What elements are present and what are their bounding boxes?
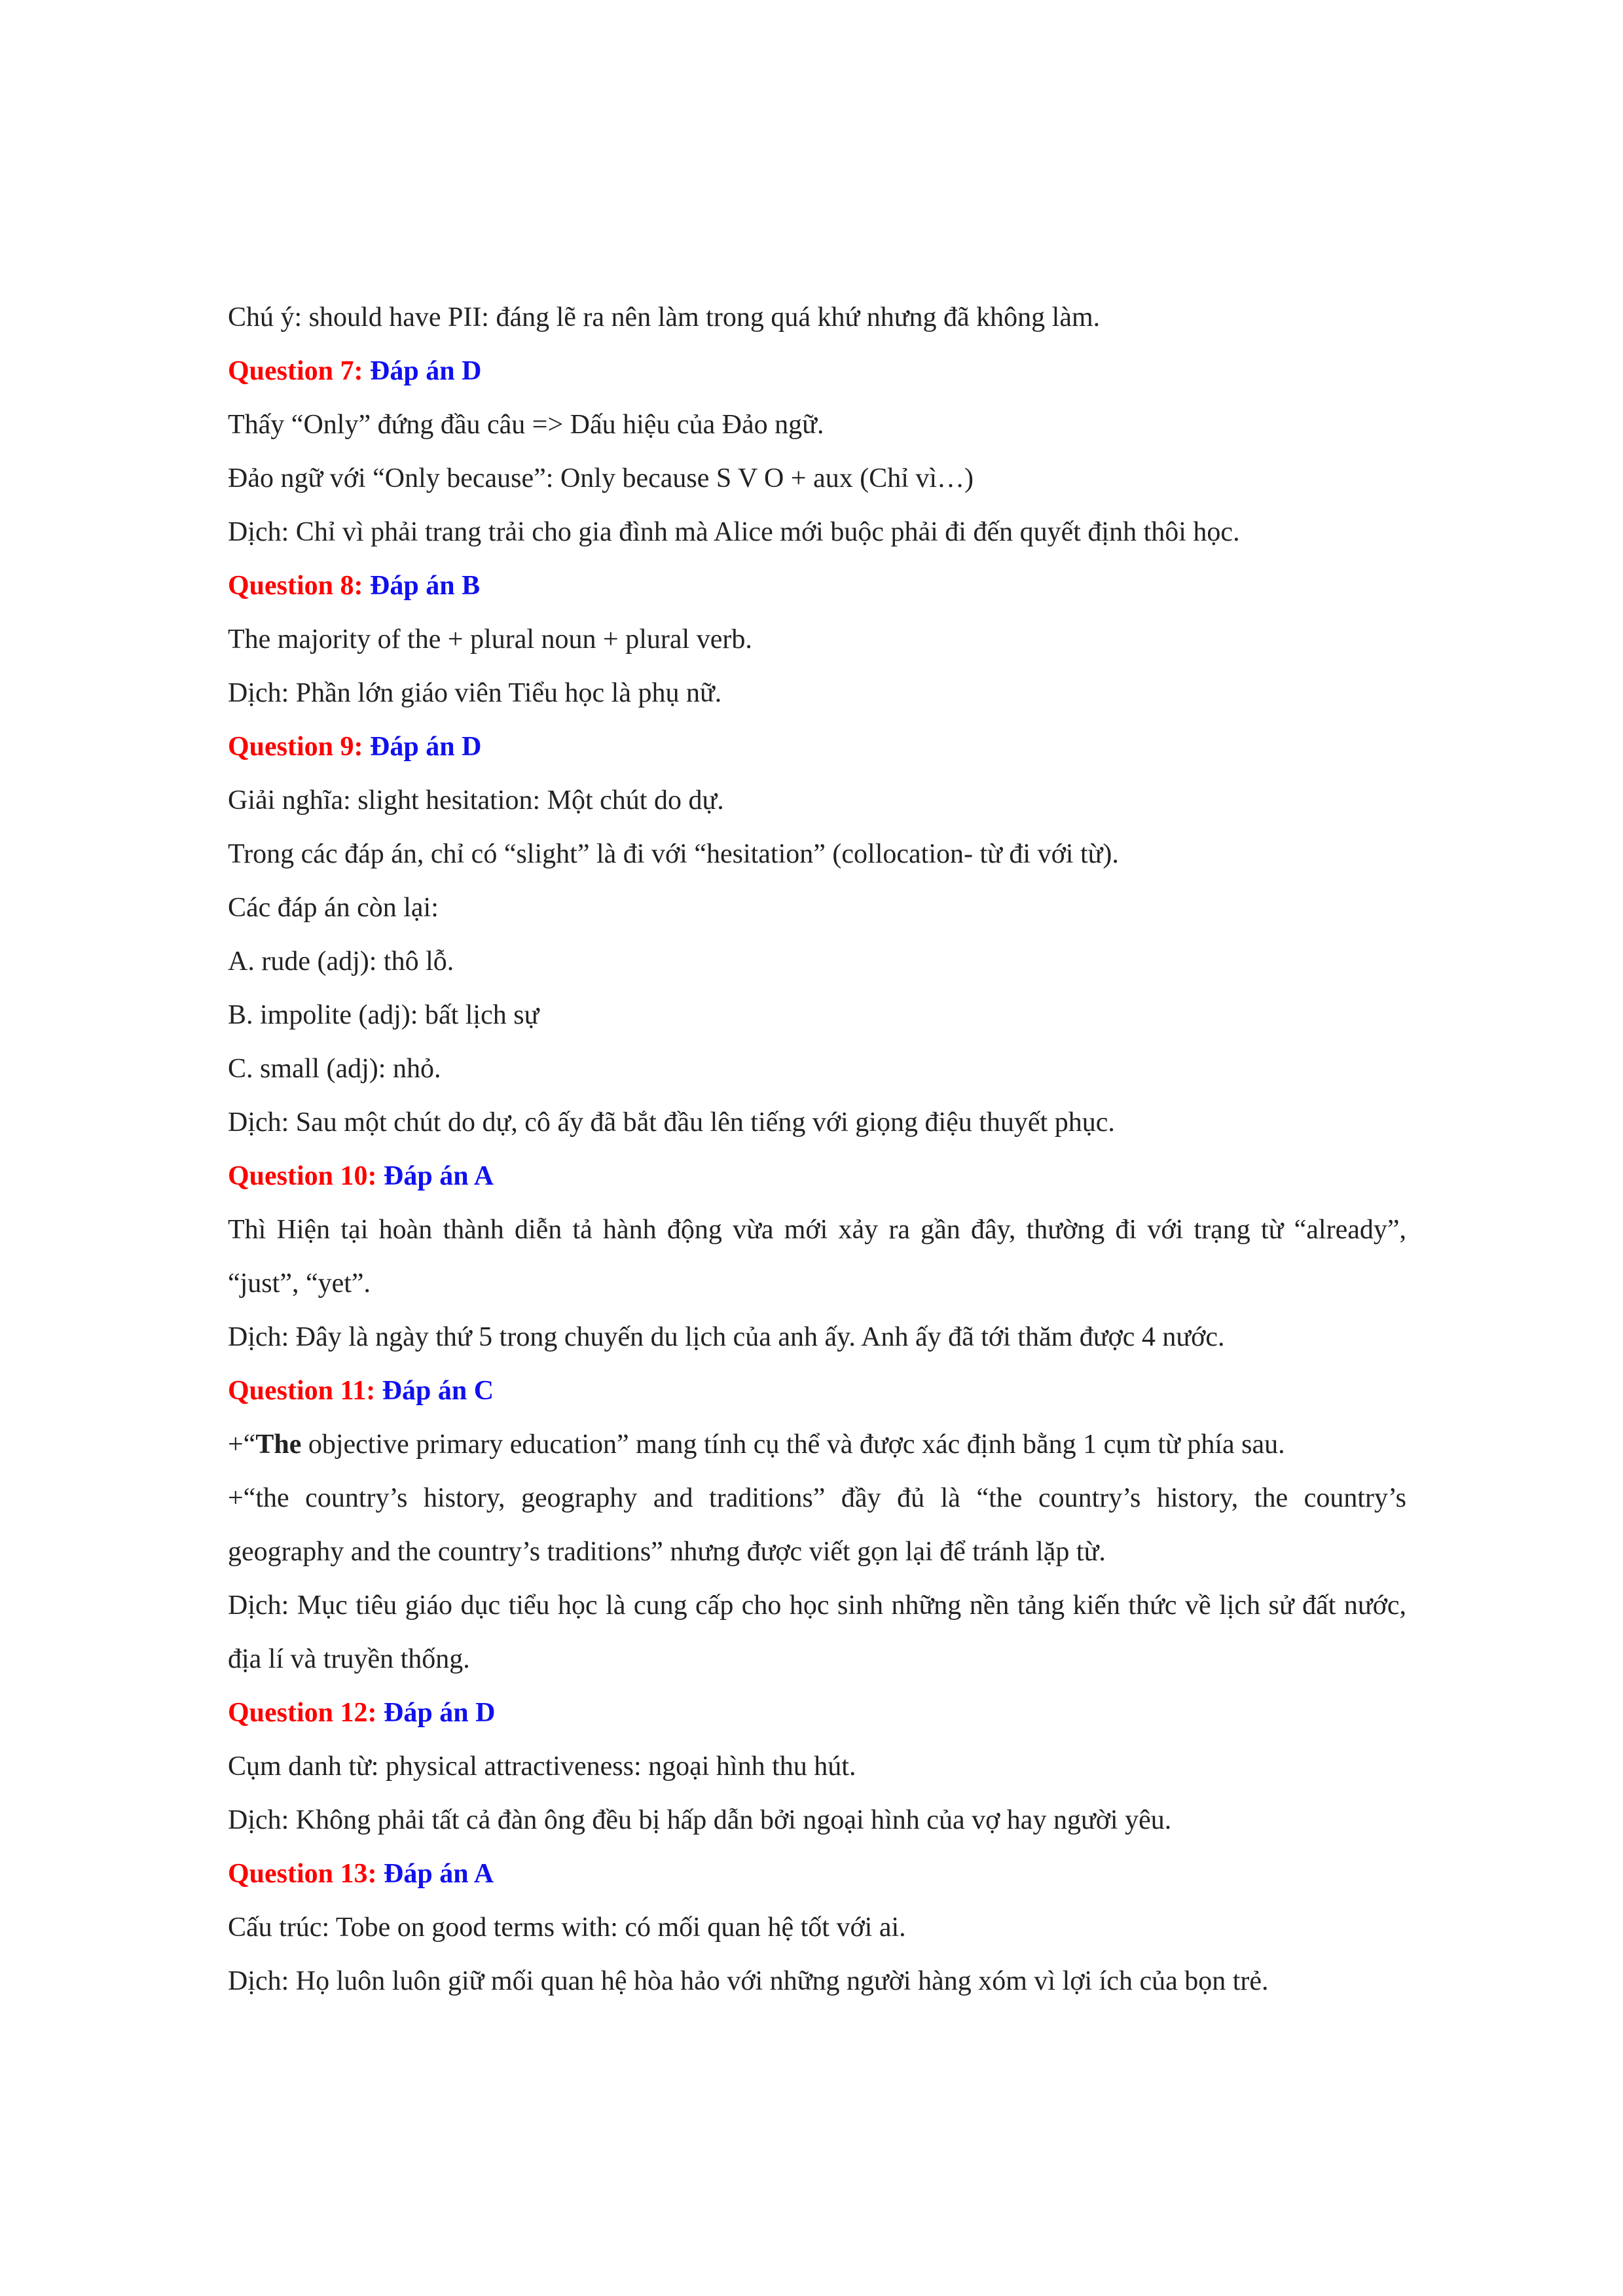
explanation-line: Cụm danh từ: physical attractiveness: ngoại hình thu hút. <box>228 1751 856 1782</box>
answer-label: Đáp án A <box>384 1161 494 1191</box>
translation-line: Dịch: Sau một chút do dự, cô ấy đã bắt đầu lên tiếng với giọng điệu thuyết phục. <box>228 1107 1115 1138</box>
translation-line: Dịch: Họ luôn luôn giữ mối quan hệ hòa hảo với những người hàng xóm vì lợi ích của bọn trẻ. <box>228 1966 1269 1996</box>
explanation-rest: objective primary education” mang tính cụ thể và được xác định bằng 1 cụm từ phía sau. <box>301 1429 1285 1460</box>
question-label: Question 10: <box>228 1161 384 1191</box>
explanation-prefix: +“ <box>228 1429 256 1460</box>
question-label: Question 13: <box>228 1859 384 1889</box>
note-line: Chú ý: should have PII: đáng lẽ ra nên làm trong quá khứ nhưng đã không làm. <box>228 302 1101 332</box>
question-13-heading <box>228 1847 1406 1901</box>
question-label: Question 12: <box>228 1698 384 1728</box>
translation-paragraph: Dịch: Mục tiêu giáo dục tiểu học là cung cấp cho học sinh những nền tảng kiến thức về lịch sử đất nước, địa lí và truyền thống. <box>228 1590 1406 1674</box>
question-8-heading <box>228 559 1406 613</box>
question-7-heading <box>228 344 1406 398</box>
question-label: Question 8: <box>228 571 371 601</box>
option-line: C. small (adj): nhỏ. <box>228 1054 441 1084</box>
translation-line: Dịch: Chỉ vì phải trang trải cho gia đình mà Alice mới buộc phải đi đến quyết định thôi học. <box>228 517 1240 547</box>
explanation-line: Đảo ngữ với “Only because”: Only because S V O + aux (Chỉ vì…) <box>228 463 974 493</box>
explanation-line: Cấu trúc: Tobe on good terms with: có mối quan hệ tốt với ai. <box>228 1912 906 1943</box>
translation-line: Dịch: Đây là ngày thứ 5 trong chuyến du lịch của anh ấy. Anh ấy đã tới thăm được 4 nước. <box>228 1322 1225 1352</box>
answer-label: Đáp án B <box>370 571 481 601</box>
explanation-line: Thấy “Only” đứng đầu câu => Dấu hiệu của Đảo ngữ. <box>228 410 824 440</box>
option-line: B. impolite (adj): bất lịch sự <box>228 1000 539 1030</box>
question-label: Question 9: <box>228 732 371 762</box>
explanation-line: The majority of the + plural noun + plural verb. <box>228 624 752 655</box>
explanation-line: Trong các đáp án, chỉ có “slight” là đi với “hesitation” (collocation- từ đi với từ). <box>228 839 1119 869</box>
option-line: A. rude (adj): thô lỗ. <box>228 946 454 977</box>
answer-label: Đáp án A <box>384 1859 494 1889</box>
explanation-paragraph: +“the country’s history, geography and traditions” đầy đủ là “the country’s history, the country’s geography and the country’s traditions” nhưng được viết gọn lại để tránh lặp từ. <box>228 1483 1406 1567</box>
translation-line: Dịch: Không phải tất cả đàn ông đều bị hấp dẫn bởi ngoại hình của vợ hay người yêu. <box>228 1805 1172 1835</box>
question-10-heading <box>228 1149 1406 1203</box>
question-11-heading <box>228 1364 1406 1418</box>
translation-line: Dịch: Phần lớn giáo viên Tiểu học là phụ nữ. <box>228 678 722 708</box>
question-label: Question 7: <box>228 356 371 386</box>
explanation-line: Giải nghĩa: slight hesitation: Một chút do dự. <box>228 785 724 816</box>
question-9-heading <box>228 720 1406 774</box>
explanation-line: Các đáp án còn lại: <box>228 893 439 923</box>
question-12-heading <box>228 1686 1406 1740</box>
answer-label: Đáp án D <box>370 732 482 762</box>
document-body <box>228 291 1406 2008</box>
explanation-paragraph: Thì Hiện tại hoàn thành diễn tả hành động vừa mới xảy ra gần đây, thường đi với trạng từ “already”, “just”, “yet”. <box>228 1215 1406 1299</box>
answer-label: Đáp án D <box>370 356 482 386</box>
bold-article: The <box>255 1429 302 1460</box>
question-label: Question 11: <box>228 1376 382 1406</box>
explanation-paragraph <box>228 1418 1406 1471</box>
answer-label: Đáp án C <box>382 1376 494 1406</box>
answer-label: Đáp án D <box>384 1698 496 1728</box>
